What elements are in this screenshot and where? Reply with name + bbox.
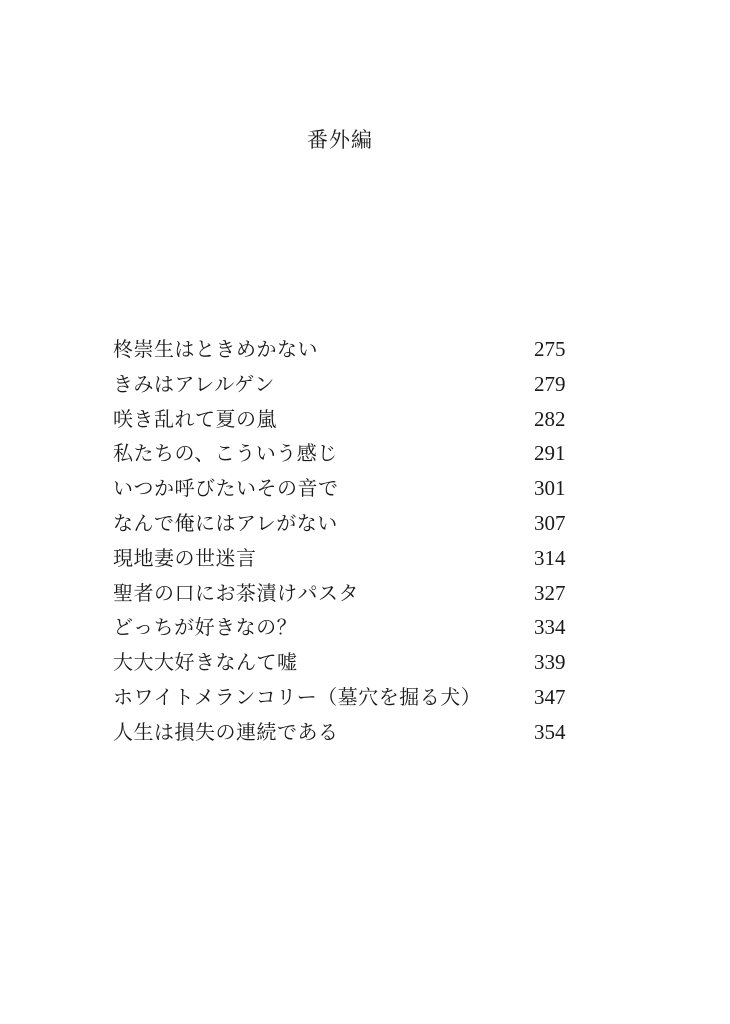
toc-entry-title: きみはアレルゲン [113, 371, 275, 396]
toc-entry-title: ホワイトメランコリー（墓穴を掘る犬） [113, 684, 482, 709]
toc-entry-title: どっちが好きなの？ [113, 615, 298, 640]
toc-entry-page: 334 [534, 615, 566, 640]
toc-entry[interactable] [113, 576, 573, 611]
toc-entry-page: 327 [534, 580, 566, 605]
toc-entry-page: 307 [534, 510, 566, 535]
toc-entry-title: いつか呼びたいその音で [113, 476, 339, 501]
toc-entry[interactable] [113, 680, 573, 715]
toc-entry-page: 291 [534, 441, 566, 466]
toc-entry-page: 282 [534, 406, 566, 431]
toc-entry[interactable] [113, 332, 573, 367]
toc-entry-page: 279 [534, 371, 566, 396]
toc-entry[interactable] [113, 471, 573, 506]
toc-entry-title: 咲き乱れて夏の嵐 [113, 406, 277, 431]
toc-entry-title: 聖者の口にお茶漬けパスタ [113, 580, 359, 605]
toc-entry-title: 柊崇生はときめかない [113, 337, 318, 361]
toc-entry-page: 339 [534, 650, 566, 675]
toc-entry-title: 私たちの、こういう感じ [113, 441, 338, 466]
toc-entry[interactable] [113, 645, 573, 680]
toc-entry[interactable] [113, 610, 573, 645]
section-heading: 番外編 [307, 128, 373, 152]
table-of-contents [113, 332, 573, 750]
toc-entry-page: 301 [534, 476, 566, 501]
toc-entry-page: 354 [534, 719, 566, 744]
toc-entry[interactable] [113, 715, 573, 750]
toc-entry[interactable] [113, 541, 573, 576]
toc-entry-page: 314 [534, 545, 566, 570]
toc-entry-title: 人生は損失の連続である [113, 719, 339, 744]
toc-entry-title: なんで俺にはアレがない [113, 510, 338, 535]
toc-entry-title: 現地妻の世迷言 [113, 545, 257, 570]
toc-entry[interactable] [113, 436, 573, 471]
toc-entry[interactable] [113, 402, 573, 437]
toc-entry-page: 347 [534, 684, 566, 709]
toc-entry[interactable] [113, 506, 573, 541]
toc-entry-page: 275 [534, 337, 566, 361]
toc-entry-title: 大大大好きなんて嘘 [113, 650, 298, 675]
toc-entry[interactable] [113, 367, 573, 402]
